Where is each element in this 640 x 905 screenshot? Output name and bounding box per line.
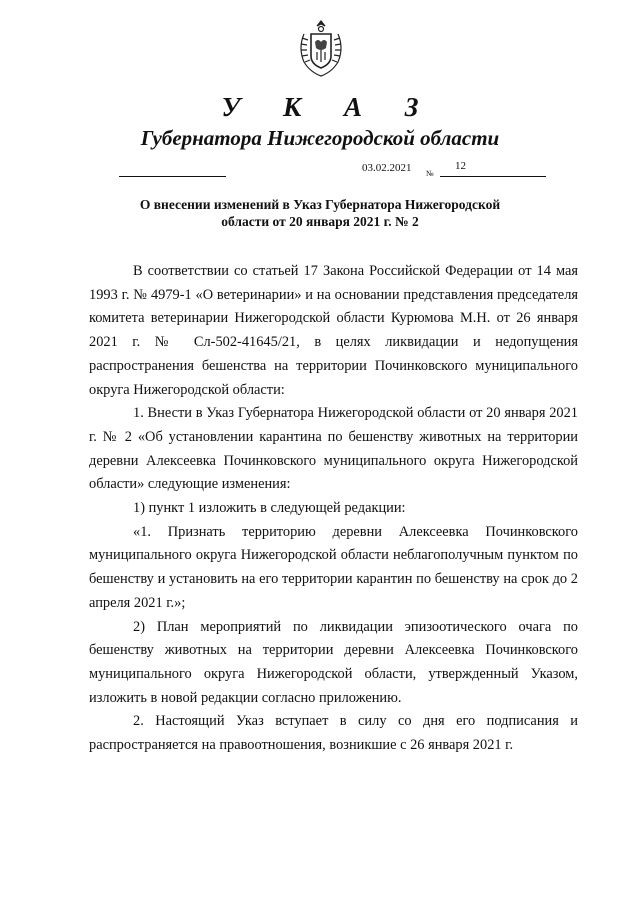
heading-line-2: области от 20 января 2021 г. № 2 xyxy=(221,214,419,229)
paragraph-subitem-1: 1) пункт 1 изложить в следующей редакции: xyxy=(133,500,406,517)
number-line xyxy=(440,176,546,177)
paragraph-subitem-2: 2) План мероприятий по ликвидации эпизоотического очага по бешенству животных на территории деревни Алексеевка Починковского муниципального округа Нижегородской области, утвержденный Указом, изложить в новой редакции согласно приложению. xyxy=(89,618,578,706)
paragraph-quoted-text: «1. Признать территорию деревни Алексеевка Починковского муниципального округа Нижегородской области неблагополучным пунктом по бешенству и установить на его территории карантин по бешенству на срок до 2 апреля 2021 г.»; xyxy=(89,523,578,611)
document-number: 12 xyxy=(455,160,466,172)
paragraph-preamble: В соответствии со статьей 17 Закона Российской Федерации от 14 мая 1993 г. № 4979-1 «О ветеринарии» и на основании представления председателя комитета ветеринарии Нижегородской области Курюмова М.Н. от 26 января 2021 г. № Сл-502-41645/21, в целях ликвидации и недопущения распространения бешенства на территории Починковского муниципального округа Нижегородской области: xyxy=(89,263,578,398)
paragraph-item-1: 1. Внести в Указ Губернатора Нижегородской области от 20 января 2021 г. № 2 «Об установлении карантина по бешенству животных на территории деревни Алексеевка Починковского муниципального округа Нижегородской области» следующие изменения: xyxy=(89,405,578,493)
document-heading xyxy=(120,196,520,230)
document-date: 03.02.2021 xyxy=(362,162,412,174)
paragraph-item-2: 2. Настоящий Указ вступает в силу со дня его подписания и распространяется на правоотношения, возникшие с 26 января 2021 г. xyxy=(89,713,578,754)
document-body xyxy=(89,260,578,758)
coat-of-arms-icon xyxy=(296,18,346,78)
heading-line-1: О внесении изменений в Указ Губернатора Нижегородской xyxy=(139,197,501,212)
document-type-title: У К А З xyxy=(221,92,437,122)
issuer-title: Губернатора Нижегородской области xyxy=(140,126,500,150)
signature-line xyxy=(119,176,226,177)
number-sign: № xyxy=(426,169,434,178)
